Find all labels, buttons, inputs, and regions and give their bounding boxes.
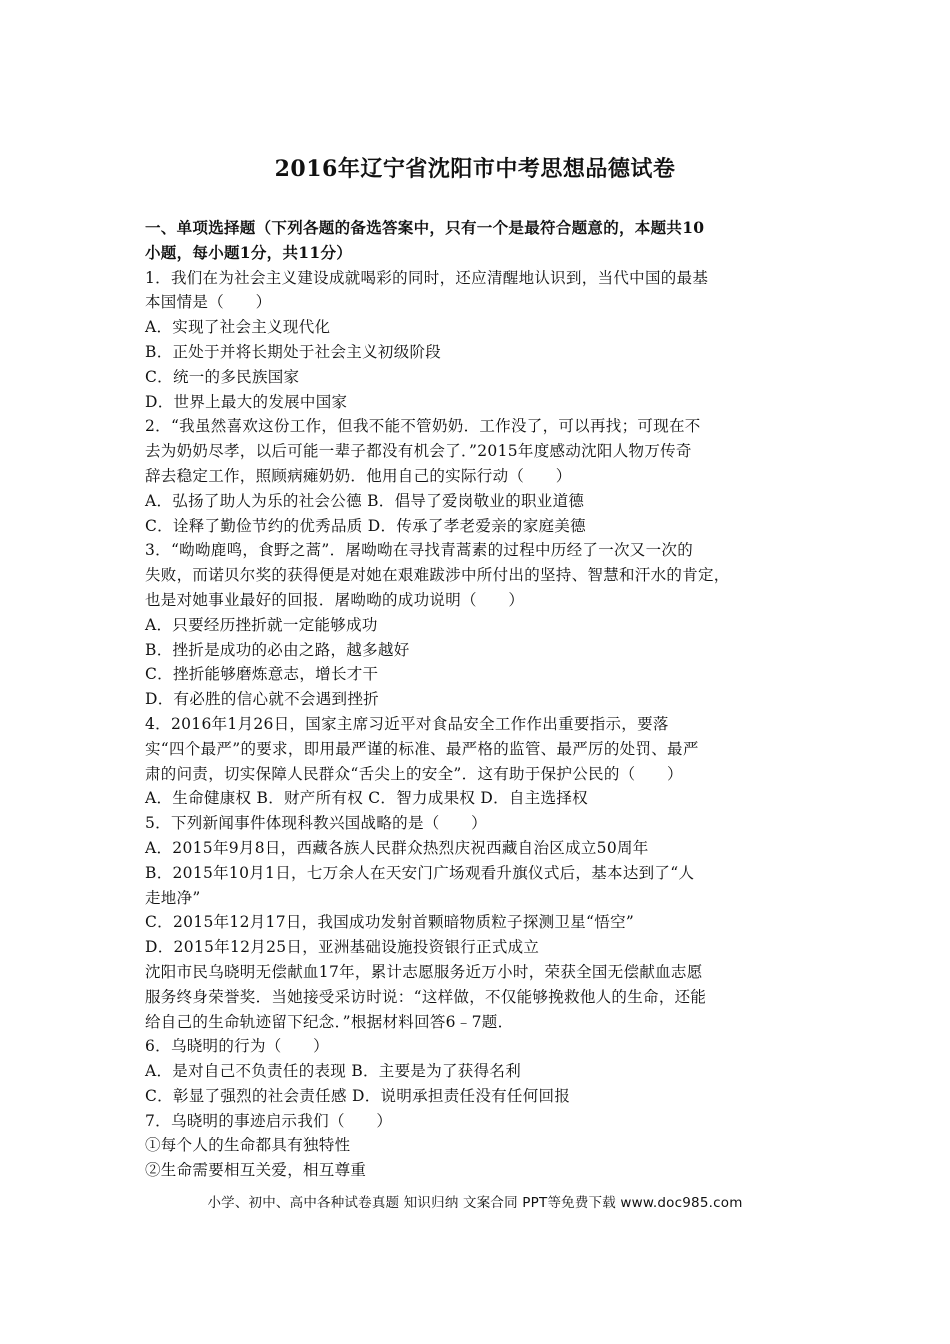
answer-option: B．2015年10月1日，七万余人在天安门广场观看升旗仪式后，基本达到了“人 xyxy=(145,863,695,882)
question-line: 也是对她事业最好的回报．屠呦呦的成功说明（ ） xyxy=(145,590,525,609)
answer-option: A．2015年9月8日，西藏各族人民群众热烈庆祝西藏自治区成立50周年 xyxy=(145,838,649,857)
answer-option: 走地净” xyxy=(145,888,201,907)
question-line: 实“四个最严”的要求，即用最严谨的标准、最严格的监管、最严厉的处罚、最严 xyxy=(145,739,699,758)
answer-option: A．弘扬了助人为乐的社会公德 B．倡导了爱岗敬业的职业道德 xyxy=(145,491,585,510)
question-line: 4．2016年1月26日，国家主席习近平对食品安全工作作出重要指示，要落 xyxy=(145,714,669,733)
answer-option: A．只要经历挫折就一定能够成功 xyxy=(145,615,378,634)
question-line: 本国情是（ ） xyxy=(145,293,272,312)
answer-option: C．挫折能够磨炼意志，增长才干 xyxy=(145,665,379,684)
answer-option: D．世界上最大的发展中国家 xyxy=(145,392,348,411)
question-line: 失败，而诺贝尔奖的获得便是对她在艰难跋涉中所付出的坚持、智慧和汗水的肯定， xyxy=(145,566,730,585)
answer-option: A．实现了社会主义现代化 xyxy=(145,318,331,337)
question-line: 2．“我虽然喜欢这份工作，但我不能不管奶奶．工作没了，可以再找；可现在不 xyxy=(145,417,701,436)
question-line: 7．乌晓明的事迹启示我们（ ） xyxy=(145,1111,393,1130)
material-line: 给自己的生命轨迹留下纪念．”根据材料回答6﹣7题． xyxy=(145,1012,514,1031)
question-line: 3．“呦呦鹿鸣，食野之蒿”．屠呦呦在寻找青蒿素的过程中历经了一次又一次的 xyxy=(145,541,694,560)
material-line: 沈阳市民乌晓明无偿献血17年，累计志愿服务近万小时，荣获全国无偿献血志愿 xyxy=(145,962,703,981)
question-line: 去为奶奶尽孝，以后可能一辈子都没有机会了．”2015年度感动沈阳人物万传奇 xyxy=(145,442,692,461)
answer-option: C．诠释了勤俭节约的优秀品质 D．传承了孝老爱亲的家庭美德 xyxy=(145,516,586,535)
statement-item: ①每个人的生命都具有独特性 xyxy=(145,1136,351,1155)
question-line: 肃的问责，切实保障人民群众“舌尖上的安全”．这有助于保护公民的（ ） xyxy=(145,764,683,783)
page-footer: 小学、初中、高中各种试卷真题 知识归纳 文案合同 PPT等免费下载 www.doc985.com xyxy=(207,1195,743,1211)
section-heading-line: 一、单项选择题（下列各题的备选答案中，只有一个是最符合题意的，本题共10 xyxy=(145,218,705,237)
answer-option: B．挫折是成功的必由之路，越多越好 xyxy=(145,640,410,659)
statement-item: ②生命需要相互关爱，相互尊重 xyxy=(145,1161,367,1180)
material-line: 服务终身荣誉奖．当她接受采访时说：“这样做，不仅能够挽救他人的生命，还能 xyxy=(145,987,707,1006)
section-heading-line: 小题，每小题1分，共11分） xyxy=(145,242,353,262)
question-line: 6．乌晓明的行为（ ） xyxy=(145,1037,329,1056)
answer-option: D．2015年12月25日，亚洲基础设施投资银行正式成立 xyxy=(145,938,540,957)
answer-option: A．生命健康权 B．财产所有权 C．智力成果权 D．自主选择权 xyxy=(145,789,588,808)
answer-option: C．统一的多民族国家 xyxy=(145,367,300,386)
answer-option: C．2015年12月17日，我国成功发射首颗暗物质粒子探测卫星“悟空” xyxy=(145,913,635,932)
question-line: 辞去稳定工作，照顾病瘫奶奶．他用自己的实际行动（ ） xyxy=(145,466,572,485)
answer-option: B．正处于并将长期处于社会主义初级阶段 xyxy=(145,342,442,361)
answer-option: A．是对自己不负责任的表现 B．主要是为了获得名利 xyxy=(145,1062,522,1081)
question-line: 1．我们在为社会主义建设成就喝彩的同时，还应清醒地认识到，当代中国的最基 xyxy=(145,268,709,287)
answer-option: D．有必胜的信心就不会遇到挫折 xyxy=(145,690,379,709)
document-title: 2016年辽宁省沈阳市中考思想品德试卷 xyxy=(274,156,676,182)
exam-content xyxy=(145,216,825,1183)
question-line: 5．下列新闻事件体现科教兴国战略的是（ ） xyxy=(145,814,487,833)
answer-option: C．彰显了强烈的社会责任感 D．说明承担责任没有任何回报 xyxy=(145,1086,571,1105)
